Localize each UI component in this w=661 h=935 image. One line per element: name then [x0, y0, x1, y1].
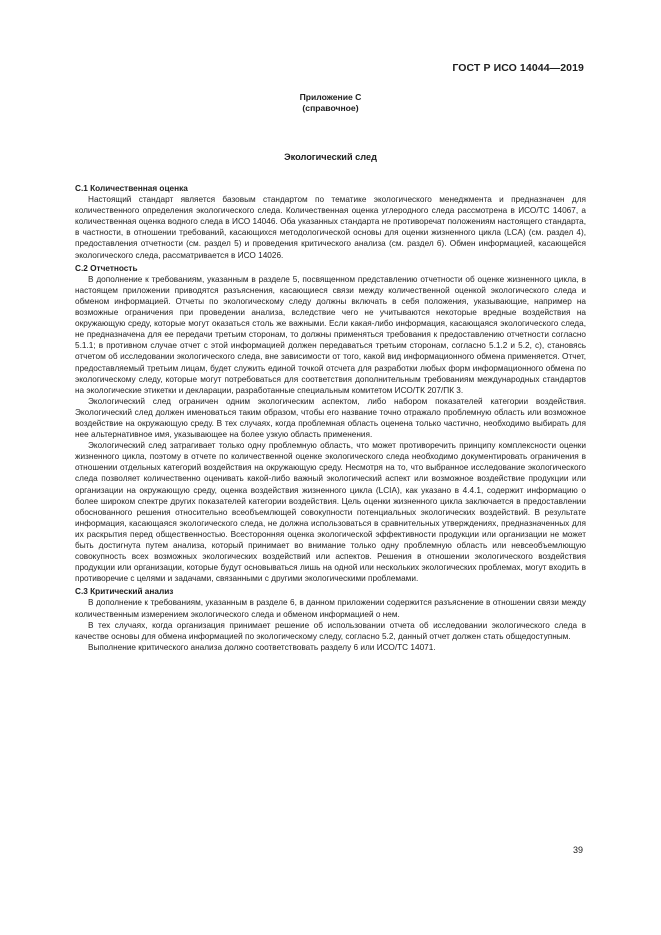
paragraph: В дополнение к требованиям, указанным в разделе 5, посвященном представлению отчетности об оценке жизненного цикла, в настоящем приложении приводятся разъяснения, касающиеся связи между количественной оценкой экологического следа и обменом информацией. Отчеты по экологическому следу должны включать в себя положения, указывающие, например на возможные ограничения при проведении анализа, вследствие чего не учитываются некоторые вредные воздействия на окружающую среду, которые могут оказаться столь же важными. Если какая-либо информация, касающаяся экологического следа, не предназначена для ее передачи третьим сторонам, то должны применяться требования к предоставлению отчетности согласно 5.1.1; в противном случае отчет с этой информацией должен передаваться третьим сторонам, согласно 5.1.2 и 5.2, с), становясь отчетом об исследовании экологического следа, вне зависимости от того, какой вид информационного обмена применяется. Отчет, предоставляемый третьим лицам, будет служить единой точкой отсчета для разработки любых форм информационного обмена по экологическому следу, которые могут потребоваться для соответствия дополнительным требованиям международных стандартов на экологические этикетки и декларации, разработанные специальным комитетом ИСО/ТК 207/ПК 3.: [75, 274, 586, 395]
paragraph: В тех случаях, когда организация принимает решение об использовании отчета об исследовании экологического следа в качестве основы для обмена информацией по экологическому следу, согласно 5.2, данный отчет должен стать общедоступным.: [75, 620, 586, 641]
annex-heading: [0, 92, 661, 114]
section-heading-c1: С.1 Количественная оценка: [75, 184, 188, 193]
section-heading-c2: С.2 Отчетность: [75, 263, 138, 273]
document-title: Экологический след: [284, 152, 377, 162]
paragraph: В дополнение к требованиям, указанным в разделе 6, в данном приложении содержится разъяснение в отношении связи между количественным измерением экологического следа и обменом информацией о нем.: [75, 598, 586, 619]
paragraph: Выполнение критического анализа должно соответствовать разделу 6 или ИСО/TC 14071.: [88, 642, 436, 652]
section-heading-c3: С.3 Критический анализ: [75, 587, 174, 597]
paragraph: Экологический след затрагивает только одну проблемную область, что может противоречить принципу комплексности оценки жизненного цикла, поэтому в отчете по количественной оценке экологического следа необходимо документировать ограничения в отношении отдельных категорий воздействия на окружающую среду. Несмотря на то, что выбранное исследование экологического следа позволяет количественно оценивать какой-либо важный экологический аспект или возможное воздействие продукции или организации на окружающую среду, оценка воздействия жизненного цикла (LCIA), как указано в 4.4.1, содержит информацию о более широком спектре других показателей категории воздействия. Цель оценки жизненного цикла заключается в предоставлении обоснованного решения относительно всеобъемлющей совокупности потенциальных экологических воздействий. В результате информация, касающаяся экологического следа, не должна использоваться в сравнительных утверждениях, предназначенных для их раскрытия перед общественностью. Всесторонняя оценка экологической эффективности продукции или организации не может быть достигнута путем анализа, который принимает во внимание только одну проблемную область или невсеобъемлющую совокупность всех возможных экологических воздействий или аспектов. Решения в отношении экологического воздействия продукции или организации, которые будут основываться лишь на одной или нескольких экологических проблемах, могут входить в противоречие с целями и задачами, связанными с другими экологическими проблемами.: [75, 441, 586, 584]
document-body: [75, 183, 586, 653]
standard-designation: ГОСТ Р ИСО 14044—2019: [452, 62, 584, 74]
annex-title: Приложение C: [299, 92, 362, 102]
annex-subtitle: (справочное): [302, 103, 359, 113]
page-number: 39: [572, 845, 583, 855]
paragraph: Экологический след ограничен одним экологическим аспектом, либо набором показателей категории воздействия. Экологический след должен именоваться таким образом, чтобы его название точно отражало проблемную область или возможное воздействие на окружающую среду. В тех случаях, когда проблемная область оценена только частично, необходимо выбирать для нее альтернативное имя, указывающее на более узкую область применения.: [75, 396, 586, 440]
paragraph: Настоящий стандарт является базовым стандартом по тематике экологического менеджмента и предназначен для количественного определения экологического следа. Количественная оценка углеродного следа рассмотрена в ИСО/TC 14067, а количественная оценка водного следа в ИСО 14046. Оба указанных стандарта не противоречат положениям настоящего стандарта, в частности, в отношении требований, касающихся методологической основы для оценки жизненного цикла (LCA) (см. раздел 4), предоставления отчетности (см. раздел 5) и проведения критического анализа (см. раздел 6). Обмен информацией, касающейся экологического следа, рассматривается в ИСО 14026.: [75, 195, 586, 260]
